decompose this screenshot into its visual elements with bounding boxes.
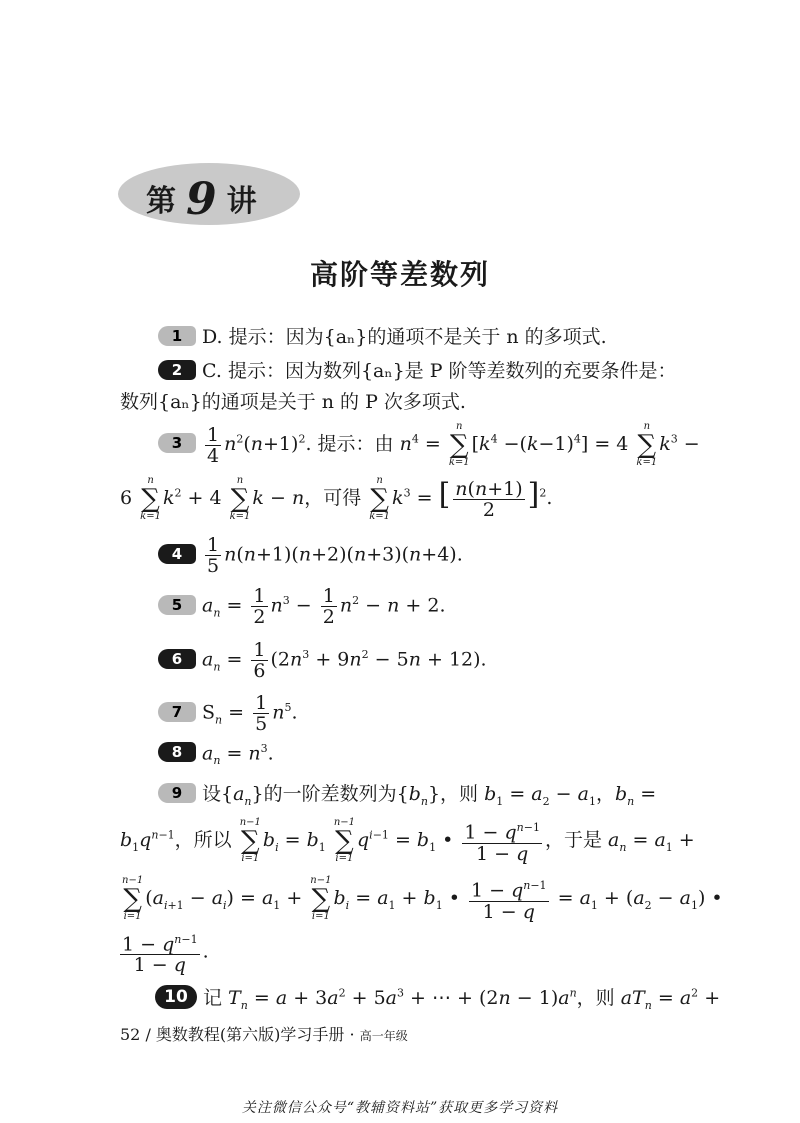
item-marker-8: 8 [158, 742, 196, 762]
answer-2-text-1: C. 提示：因为数列{aₙ}是 P 阶等差数列的充要条件是： [202, 360, 677, 382]
answer-2-line2: 数列{aₙ}的通项是关于 n 的 P 次多项式. [120, 391, 466, 413]
item-marker-2: 2 [158, 360, 196, 380]
chapter-badge [118, 163, 300, 225]
watermark-note: 关注微信公众号“教辅资料站”获取更多学习资料 [241, 1100, 559, 1116]
item-marker-10: 10 [155, 985, 197, 1009]
answer-10: 10 记 $T_n = a + 3a^2 + 5a^3$ + ⋯ + $(2n - 1)a^n$，则 $aT_n = a^2$ + [155, 983, 720, 1012]
answer-9-line4: $\frac{1 - q^{n-1}}{1 - q}$ . [120, 930, 209, 975]
item-marker-4: 4 [158, 544, 196, 564]
answer-4: 4 $\frac{1}{5}$ n(n+1)(n+2)(n+3)(n+4). [158, 535, 463, 576]
answer-3-line1: 3 $\frac{1}{4}$ $n^2(n+1)^2$. 提示：由 $n^4$ = n ∑ k=1 $[k^4 -(k-1)^4] = 4$ n ∑ k=1 $k^3$ − [158, 422, 700, 468]
answer-9-line1: 9 设$\{a_n\}$的一阶差数列为$\{b_n\}$，则 $b_1 = a_2 - a_1$，$b_n$ = [158, 779, 656, 808]
item-marker-3: 3 [158, 433, 196, 453]
item-marker-7: 7 [158, 702, 196, 722]
chapter-prefix: 第 [146, 184, 176, 219]
item-marker-9: 9 [158, 783, 196, 803]
answer-1-text: D. 提示：因为{aₙ}的通项不是关于 n 的多项式. [202, 326, 607, 348]
answer-6: 6 $a_n$ = $\frac{1}{6}$ $(2n^3 + 9n^2 - 5n + 12)$. [158, 640, 487, 681]
item-marker-5: 5 [158, 595, 196, 615]
answer-9-line3: n−1 ∑ i=1 $(a_{i+1} - a_i) = a_1$ + n−1 ∑ i=1 $b_i = a_1 + b_1$ • $\frac{1 - q^{n-1}}{1 - q}$ = $a_1 + (a_2 - a_1)$ • [122, 875, 723, 923]
answer-5: 5 $a_n$ = $\frac{1}{2}$ $n^3$ − $\frac{1}{2}$ $n^2 - n + 2$. [158, 586, 446, 627]
book-title: 奥数教程(第六版)学习手册 [155, 1025, 345, 1044]
grade-label: 高一年级 [359, 1029, 408, 1043]
item-marker-6: 6 [158, 649, 196, 669]
answer-3-line2: 6 n ∑ k=1 $k^2 + 4$ n ∑ k=1 k − n，可得 n ∑ k=1 $k^3$ = [ $\frac{n(n+1)}{2}$ ]$^2$. [120, 475, 553, 522]
answer-9-line2: $b_1q^{n-1}$，所以 n−1 ∑ i=1 $b_i = b_1$ n−1 ∑ i=1 $q^{i-1} = b_1$ • $\frac{1 - q^{n-1}}{1 - q}$ ，于是 $a_n = a_1$ + [120, 817, 695, 865]
page-number: 52 [120, 1025, 141, 1044]
answer-2-line1 [158, 356, 677, 383]
answer-7: 7 $S_n$ = $\frac{1}{5}$ $n^5$. [158, 693, 298, 734]
page-footer: 52 / 奥数教程(第六版)学习手册 · 高一年级 [120, 1025, 408, 1044]
item-marker-1: 1 [158, 326, 196, 346]
answer-1 [158, 322, 607, 349]
chapter-number: 9 [186, 174, 217, 225]
page-title: 高阶等差数列 [309, 258, 490, 291]
chapter-suffix: 讲 [226, 184, 257, 219]
answer-8: 8 $a_n = n^3$. [158, 742, 274, 767]
